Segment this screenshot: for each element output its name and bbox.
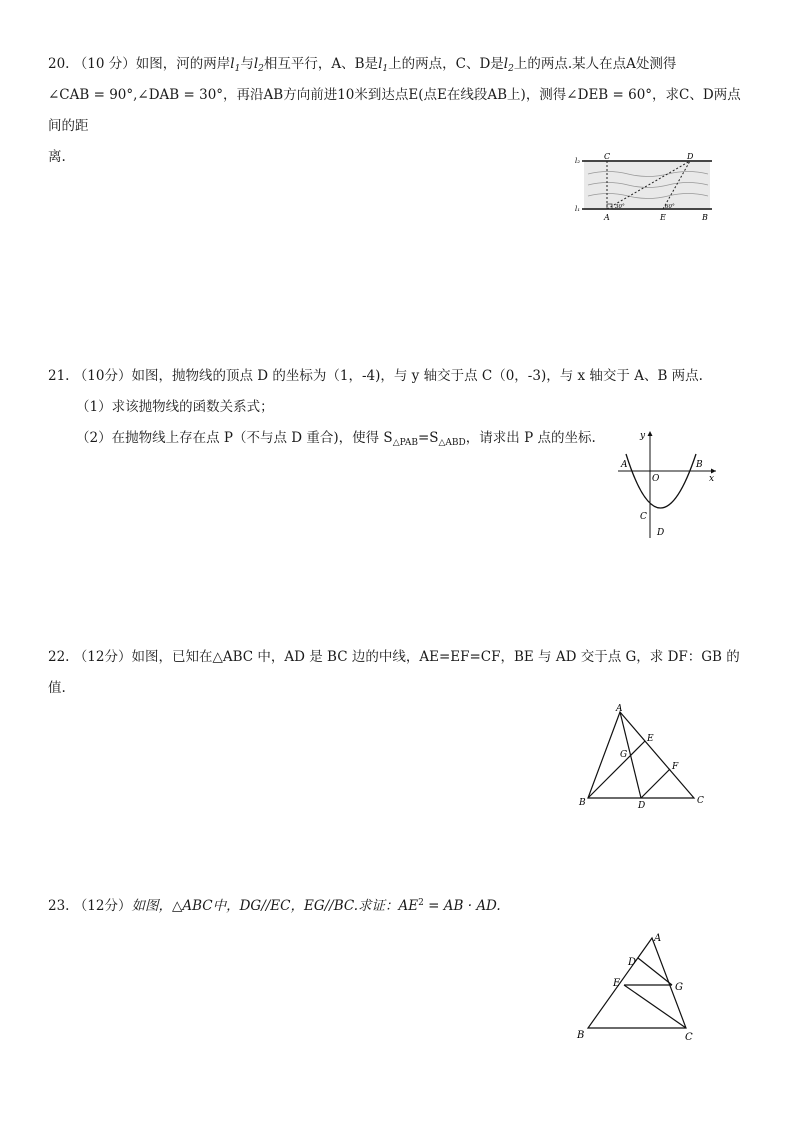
label-d: D: [628, 957, 637, 968]
label-b: B: [696, 460, 703, 470]
q23-line-1: 23. （12分）如图，△ABC中，DG//EC，EG//BC.求证：$AE^2$ = AB · AD.: [48, 898, 501, 914]
q20-text: A、B是: [331, 56, 379, 72]
label-x: x: [709, 474, 715, 484]
segment-df: [641, 769, 670, 798]
label-b: B: [702, 213, 708, 222]
label-g: G: [620, 750, 628, 760]
q21-text: 如图，抛物线的顶点 D 的坐标为（1，-4)，与 y 轴交于点 C（0，-3)，与 x 轴交于 A、B 两点.: [131, 368, 703, 384]
label-c: C: [685, 1032, 693, 1043]
q20-l2: $l_2$: [253, 56, 264, 74]
q20-text: 如图，河的两岸: [135, 56, 231, 72]
q22-score: （12分）: [73, 649, 132, 665]
label-a: A: [616, 704, 623, 714]
y-axis-arrow: [648, 431, 653, 436]
q21-number: 21.: [48, 368, 70, 384]
q20-line-2: ∠CAB = 90°,∠DAB = 30°，再沿AB方向前进10米到达点E(点E在线段AB上)，测得∠DEB = 60°，求C、D两点间的距: [48, 87, 741, 134]
label-o: O: [652, 474, 660, 484]
label-angle-60: 60°: [665, 204, 675, 210]
q20-score: （10 分）: [73, 56, 136, 72]
q22-number: 22.: [48, 649, 70, 665]
label-angle-30: 30°: [615, 204, 625, 210]
q20-text: 上的两点，C、D是: [388, 56, 504, 72]
q22-line-1: [48, 642, 748, 673]
label-a: A: [621, 460, 628, 470]
q20-l2-ref: $l_2$: [503, 56, 514, 74]
question-23: [48, 891, 748, 922]
label-c: C: [697, 796, 704, 806]
q20-line-3: 离.: [48, 149, 66, 165]
label-e: E: [613, 978, 621, 989]
q21-line-1: [48, 361, 748, 392]
q20-l1: $l_1$: [230, 56, 241, 74]
label-c: C: [604, 152, 611, 161]
q22-line-2: 值.: [48, 680, 66, 696]
label-a: A: [604, 213, 610, 222]
q20-text: 上的两点.某人在点A处测得: [513, 56, 677, 72]
q23-number: 23.: [48, 898, 70, 914]
q23-text: = AB · AD.: [423, 898, 501, 914]
q20-figure: [574, 152, 719, 228]
segment-dg: [638, 958, 672, 985]
label-g: G: [675, 982, 683, 993]
q20-l1-ref: $l_1$: [378, 56, 389, 74]
q21-part-1: （1）求该抛物线的函数关系式；: [76, 399, 274, 415]
q23-text: 如图，△ABC中，DG//EC，EG//BC.求证：AE: [131, 898, 419, 914]
triangle-abc: [588, 712, 694, 798]
label-e: E: [647, 734, 654, 744]
q23-figure: [572, 928, 704, 1050]
label-a: A: [654, 933, 662, 944]
label-b: B: [577, 1030, 585, 1041]
q21-score: （10分）: [73, 368, 132, 384]
label-f: F: [672, 762, 679, 772]
river-shading: [584, 160, 710, 210]
label-b: B: [579, 798, 586, 808]
label-d: D: [687, 152, 694, 161]
q20-number: 20.: [48, 56, 70, 72]
question-22: [48, 642, 748, 704]
x-axis-arrow: [711, 469, 716, 474]
q20-line-1: [48, 49, 748, 80]
label-y: y: [640, 431, 646, 441]
q21-part-2: （2）在抛物线上存在点 P（不与点 D 重合)，使得 $S_{\triangle PAB}=S_{\triangle ABD}$，请求出 P 点的坐标.: [76, 430, 596, 448]
label-d: D: [657, 528, 665, 538]
label-l1: l₁: [575, 205, 581, 213]
triangle-abc: [588, 938, 686, 1028]
q22-text: 如图，已知在△ABC 中，AD 是 BC 边的中线，AE=EF=CF，BE 与 AD 交于点 G，求 DF：GB 的: [131, 649, 740, 665]
q20-text: 与: [240, 56, 254, 72]
q20-text: 相互平行，: [263, 56, 332, 72]
label-l2: l₂: [575, 157, 581, 165]
label-e: E: [660, 213, 666, 222]
q21-figure: [612, 426, 722, 544]
segment-be: [588, 741, 645, 798]
q23-score: （12分）: [73, 898, 132, 914]
label-d: D: [638, 801, 646, 810]
parabola-curve: [626, 454, 696, 508]
q22-figure: [576, 704, 710, 814]
label-c: C: [640, 512, 647, 522]
